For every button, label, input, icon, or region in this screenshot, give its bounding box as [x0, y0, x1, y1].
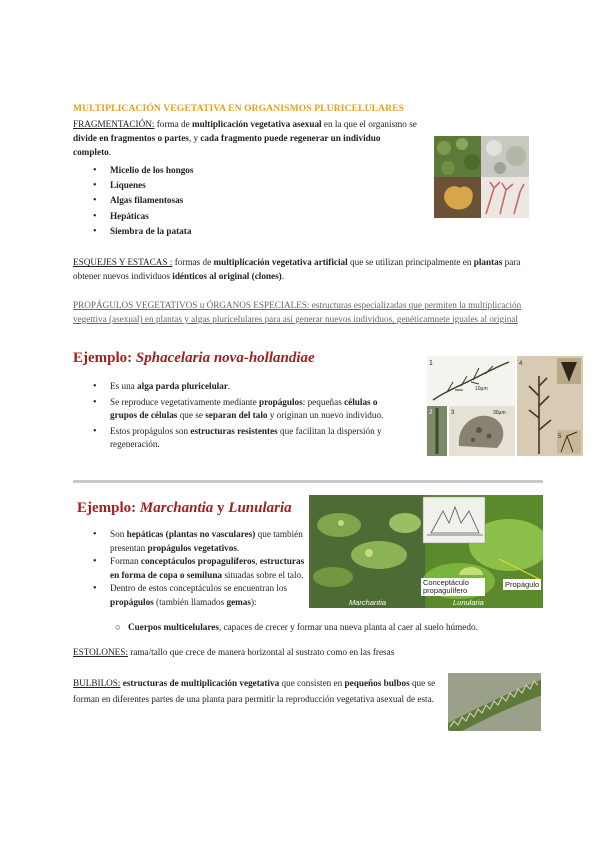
estolones-paragraph: ESTOLONES: rama/tallo que crece de manera horizontal al sustrato como en las fresas [73, 647, 395, 657]
list-item: • Siembra de la patata [90, 224, 390, 239]
marchantia-subitem: ○ Cuerpos multicelulares, capaces de crecer y formar una nueva planta al caer al suelo húmedo. [115, 622, 478, 632]
bold-text: divide en fragmentos o partes [73, 133, 189, 143]
marchantia-figure [309, 495, 543, 608]
list-item: • Se reproduce vegetativamente mediante propágulos: pequeñas células o grupos de células que se separan del talo y originan un nuevo individuo. [90, 396, 395, 423]
bulbilos-paragraph: BULBILOS: estructuras de multiplicación vegetativa que consisten en pequeños bulbos que se forman en diferentes partes de una planta para permitir la reproducción vegetativa asexual de esta. [73, 678, 436, 704]
section-divider [73, 480, 543, 483]
fragmentation-photo-collage [434, 136, 529, 218]
bold-text: multiplicación vegetativa asexual [191, 119, 322, 129]
example-title-marchantia: Ejemplo: Marchantia y Lunularia [77, 500, 292, 516]
list-item: • Líquenes [90, 178, 390, 193]
sphacelaria-figure [427, 356, 583, 456]
bold-text: cada fragmento puede regenerar un individuo completo [73, 133, 381, 157]
text: en la que el organismo se [321, 119, 417, 129]
figure-number: 3 [451, 410, 455, 416]
fragmentacion-list [90, 163, 390, 239]
list-item: • Dentro de estos conceptáculos se encuentran los propágulos (también llamados gemas): [90, 582, 305, 609]
fragmentacion-paragraph [73, 117, 418, 159]
figure-number: 1 [429, 360, 433, 367]
marchantia-label: Marchantia [349, 598, 387, 607]
text: forma de [154, 119, 192, 129]
bulbilos-term: BULBILOS: [73, 678, 121, 688]
list-item: • Estos propágulos son estructuras resistentes que facilitan la dispersión y regeneración. [90, 425, 395, 452]
list-item: • Son hepáticas (plantas no vasculares) que también presentan propágulos vegetativos. [90, 528, 305, 555]
list-item: • Micelio de los hongos [90, 163, 390, 178]
lunularia-label: Lunularia [453, 598, 484, 607]
figure-number: 2 [429, 410, 433, 416]
list-item: • Forman conceptáculos propagulíferos, estructuras en forma de copa o semiluna situadas sobre el talo. [90, 555, 305, 582]
esquejes-paragraph: ESQUEJES Y ESTACAS : formas de multiplicación vegetativa artificial que se utilizan principalmente en plantas para obtener nuevos individuos idénticos al original (clones). [73, 257, 521, 281]
fragmentacion-term: FRAGMENTACIÓN: [73, 119, 155, 129]
marchantia-list [90, 528, 305, 609]
figure-number: 4 [519, 361, 523, 367]
list-item: • Algas filamentosas [90, 193, 390, 208]
figure-number: 5 [558, 434, 562, 440]
propagulos-paragraph: PROPÁGULOS VEGETATIVOS u ÓRGANOS ESPECIALES: estructuras especializadas que permiten la multiplicación vegettiva (asexual) en plantas y algas pluricelulares para así generar nuevos individuos, genéticamnete iguales al original [73, 300, 522, 324]
scale-label: 30μm [493, 410, 506, 416]
example-title-sphacelaria: Ejemplo: Sphacelaria nova-hollandiae [73, 350, 315, 366]
scale-label: 10μm [475, 386, 488, 392]
estolones-term: ESTOLONES: [73, 647, 128, 657]
text: . [108, 147, 112, 157]
list-item: • Hepáticas [90, 209, 390, 224]
list-item: • Es una alga parda pluricelular. [90, 380, 395, 394]
propagulo-label: Propágulo [505, 580, 540, 589]
esquejes-term: ESQUEJES Y ESTACAS : [73, 257, 173, 267]
text: , y [188, 133, 201, 143]
section-heading: MULTIPLICACIÓN VEGETATIVA EN ORGANISMOS PLURICELULARES [73, 103, 405, 114]
bulbilos-photo [448, 673, 541, 731]
conceptaculo-label: Conceptáculo propagulífero [421, 578, 485, 596]
sphacelaria-list [90, 380, 395, 452]
